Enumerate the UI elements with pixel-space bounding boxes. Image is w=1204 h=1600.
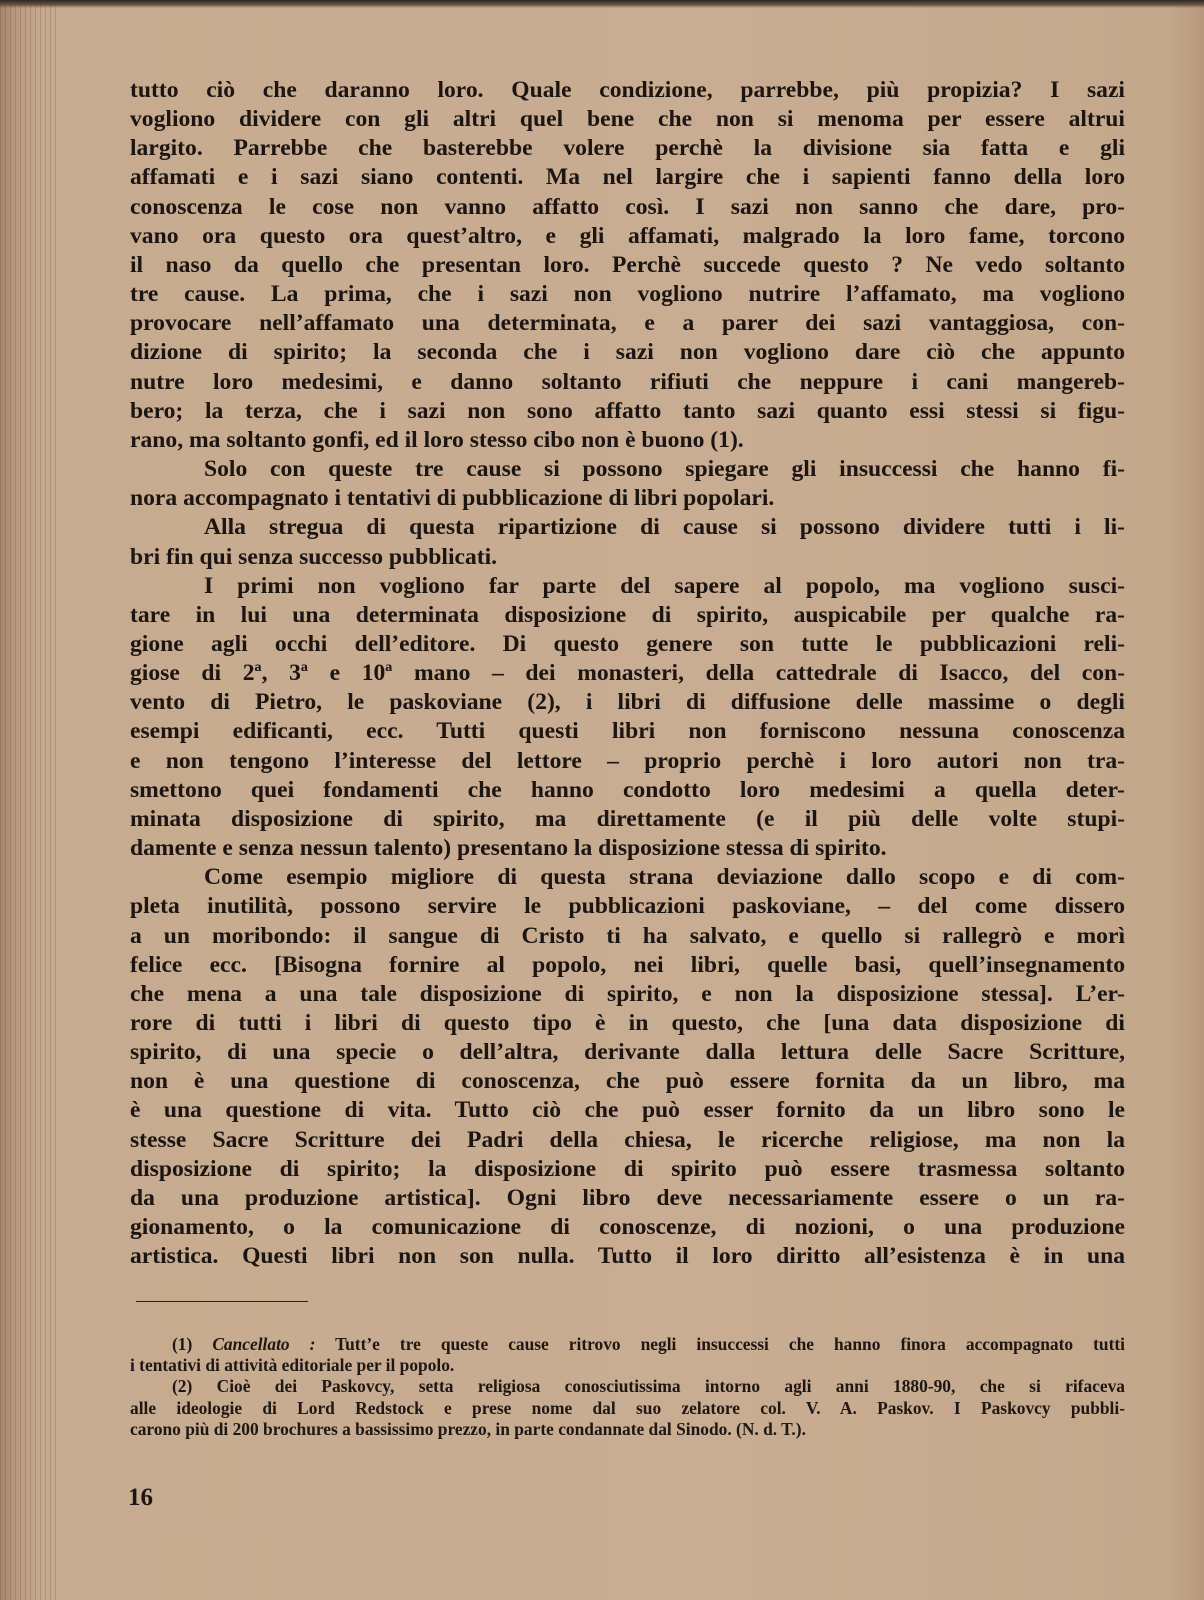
text-line: gione agli occhi dell’editore. Di questo genere son tutte le pubblicazioni reli- — [130, 630, 1125, 657]
text-line: il naso da quello che presentan loro. Perchè succede questo ? Ne vedo soltanto — [130, 251, 1125, 278]
text-line: nora accompagnato i tentativi di pubblicazione di libri popolari. — [130, 485, 775, 512]
text-line: non è una questione di conoscenza, che può essere fornita da un libro, ma — [130, 1068, 1125, 1095]
text-line: vogliono dividere con gli altri quel bene che non si menoma per essere altrui — [130, 106, 1125, 133]
text-line: nutre loro medesimi, e danno soltanto rifiuti che neppure i cani mangereb- — [130, 368, 1125, 395]
page-top-edge — [0, 0, 1204, 8]
text-line: felice ecc. [Bisogna fornire al popolo, nei libri, quelle basi, quell’insegnamento — [130, 951, 1125, 978]
text-line: disposizione di spirito; la disposizione di spirito può essere trasmessa soltanto — [130, 1155, 1125, 1182]
text-line: a un moribondo: il sangue di Cristo ti ha salvato, e quello si rallegrò e morì — [130, 922, 1125, 949]
text-line: da una produzione artistica]. Ogni libro deve necessariamente essere o un ra- — [130, 1184, 1125, 1211]
text-line: giose di 2ª, 3ª e 10ª mano – dei monasteri, della cattedrale di Isacco, del con- — [130, 660, 1125, 687]
footnote-1-label: Cancellato : — [212, 1334, 316, 1354]
text-line: minata disposizione di spirito, ma direttamente (e il più delle volte stupi- — [130, 805, 1125, 832]
footnote-1-line-1 — [130, 1334, 1125, 1355]
text-line: pleta inutilità, possono servire le pubblicazioni paskoviane, – del come dissero — [130, 893, 1125, 920]
footnote-2-line-1: (2) Cioè dei Paskovcy, setta religiosa conosciutissima intorno agli anni 1880-90, che si rifaceva — [172, 1376, 1125, 1397]
text-line: affamati e i sazi siano contenti. Ma nel largire che i sapienti fanno della loro — [130, 164, 1125, 191]
text-line: artistica. Questi libri non son nulla. Tutto il loro diritto all’esistenza è in una — [130, 1243, 1125, 1270]
body-text — [130, 76, 1125, 1271]
text-line: conoscenza le cose non vanno affatto così. I sazi non sanno che dare, pro- — [130, 193, 1125, 220]
text-line: bri fin qui senza successo pubblicati. — [130, 543, 498, 570]
text-line: I primi non vogliono far parte del sapere al popolo, ma vogliono susci- — [204, 572, 1125, 599]
text-line: tutto ciò che daranno loro. Quale condizione, parrebbe, più propizia? I sazi — [130, 77, 1125, 103]
text-line: largito. Parrebbe che basterebbe volere perchè la divisione sia fatta e gli — [130, 135, 1125, 162]
book-binding-edge — [0, 0, 58, 1600]
footnotes — [130, 1334, 1125, 1440]
text-line: smettono quei fondamenti che hanno condotto loro medesimi a quella deter- — [130, 776, 1125, 803]
text-line: spirito, di una specie o dell’altra, derivante dalla lettura delle Sacre Scritture, — [130, 1039, 1125, 1066]
footnote-2-line-3: carono più di 200 brochures a bassissimo prezzo, in parte condannate dal Sinodo. (N. d. T.). — [130, 1418, 806, 1439]
text-line: e non tengono l’interesse del lettore – proprio perchè i loro autori non tra- — [130, 747, 1125, 774]
footnote-1-text: Tutt’e tre queste cause ritrovo negli insuccessi che hanno finora accompagnato tutti — [335, 1334, 1125, 1354]
text-line: bero; la terza, che i sazi non sono affatto tanto sazi quanto essi stessi si figu- — [130, 397, 1125, 424]
text-line: Solo con queste tre cause si possono spiegare gli insuccessi che hanno fi- — [204, 456, 1125, 483]
footnote-1-line-2: i tentativi di attività editoriale per il popolo. — [130, 1355, 455, 1376]
text-line: gionamento, o la comunicazione di conoscenze, di nozioni, o una produzione — [130, 1214, 1125, 1241]
page-number: 16 — [128, 1484, 153, 1511]
text-line: è una questione di vita. Tutto ciò che può esser fornito da un libro sono le — [130, 1097, 1125, 1124]
text-line: tare in lui una determinata disposizione di spirito, auspicabile per qualche ra- — [130, 601, 1125, 628]
text-line: vento di Pietro, le paskoviane (2), i libri di diffusione delle massime o degli — [130, 689, 1125, 716]
footnote-2-line-2: alle ideologie di Lord Redstock e prese nome dal suo zelatore col. V. A. Paskov. I Paskovcy pubbli- — [130, 1397, 1125, 1418]
text-line: rore di tutti i libri di questo tipo è in questo, che [una data disposizione di — [130, 1010, 1125, 1036]
text-line: rano, ma soltanto gonfi, ed il loro stesso cibo non è buono (1). — [130, 426, 744, 453]
text-line: Alla stregua di questa ripartizione di cause si possono dividere tutti i li- — [204, 514, 1125, 541]
text-line: provocare nell’affamato una determinata, e a parer dei sazi vantaggiosa, con- — [130, 310, 1125, 337]
text-line: tre cause. La prima, che i sazi non vogliono nutrire l’affamato, ma vogliono — [130, 281, 1125, 308]
footnote-1-number: (1) — [172, 1334, 193, 1354]
text-line: dizione di spirito; la seconda che i sazi non vogliono dare ciò che appunto — [130, 339, 1125, 366]
text-line: damente e senza nessun talento) presentano la disposizione stessa di spirito. — [130, 835, 887, 862]
text-line: stesse Sacre Scritture dei Padri della chiesa, le ricerche religiose, ma non la — [130, 1126, 1125, 1153]
text-line: vano ora questo ora quest’altro, e gli affamati, malgrado la loro fame, torcono — [130, 222, 1125, 249]
footnote-separator — [136, 1301, 308, 1302]
text-line: Come esempio migliore di questa strana deviazione dallo scopo e di com- — [204, 864, 1125, 891]
text-line: esempi edificanti, ecc. Tutti questi libri non forniscono nessuna conoscenza — [130, 718, 1125, 745]
text-line: che mena a una tale disposizione di spirito, e non la disposizione stessa]. L’er- — [130, 980, 1125, 1007]
